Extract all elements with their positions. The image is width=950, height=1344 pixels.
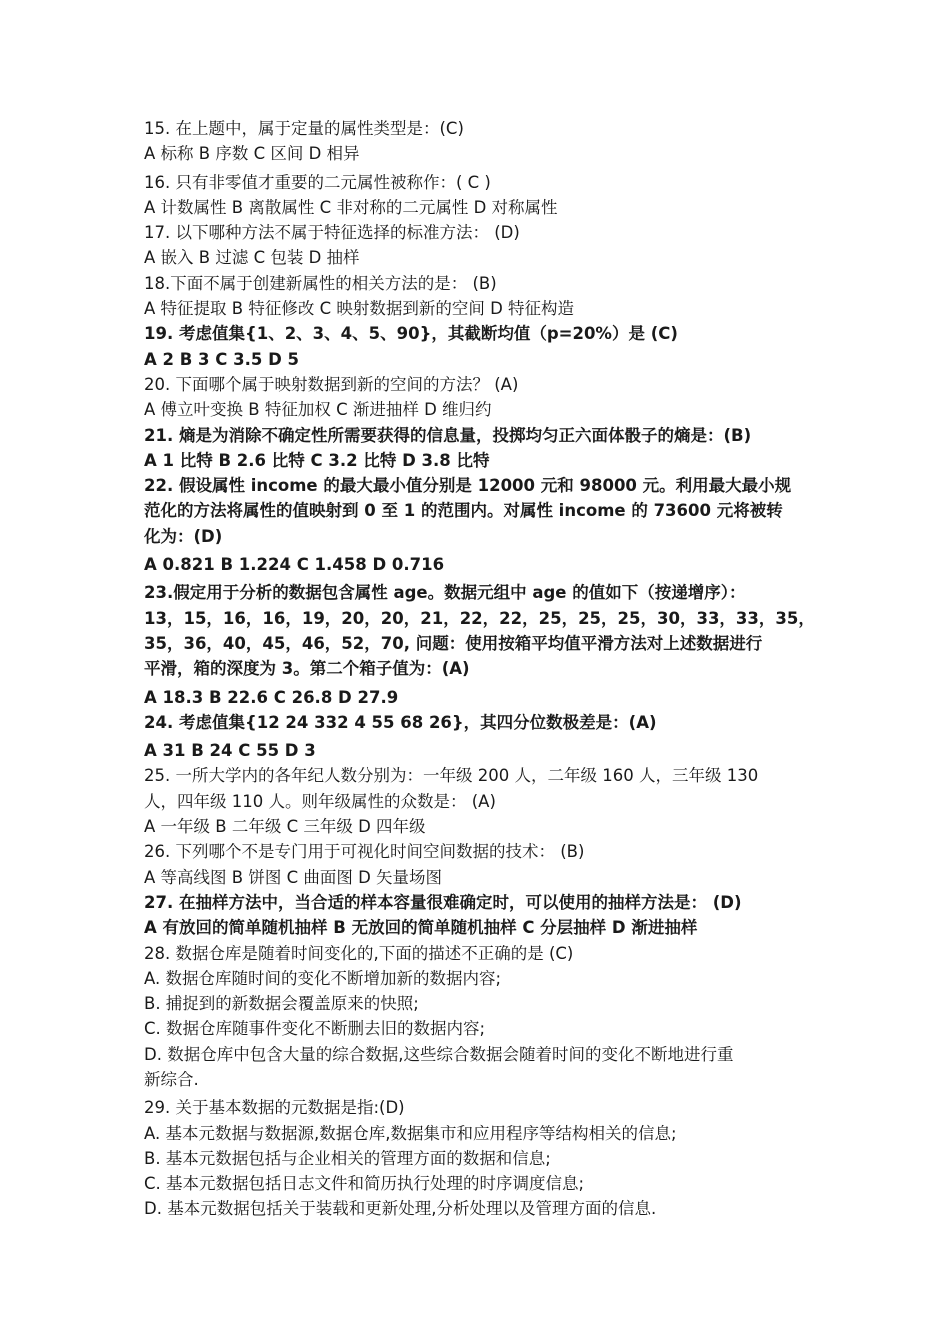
- text-line: A 傅立叶变换 B 特征加权 C 渐进抽样 D 维归约: [144, 400, 492, 420]
- text-line: 28. 数据仓库是随着时间变化的,下面的描述不正确的是 (C): [144, 943, 574, 963]
- text-line: A 18.3 B 22.6 C 26.8 D 27.9: [144, 687, 399, 707]
- text-line: 26. 下列哪个不是专门用于可视化时间空间数据的技术： (B): [144, 842, 585, 862]
- text-line: 19. 考虑值集{1、2、3、4、5、90}，其截断均值（p=20%）是 (C): [144, 324, 678, 344]
- text-line: A 嵌入 B 过滤 C 包装 D 抽样: [144, 248, 360, 268]
- text-line: C. 数据仓库随事件变化不断删去旧的数据内容;: [144, 1019, 486, 1039]
- text-line: A 等高线图 B 饼图 C 曲面图 D 矢量场图: [144, 867, 443, 887]
- text-line: A 2 B 3 C 3.5 D 5: [144, 349, 300, 369]
- text-line: 29. 关于基本数据的元数据是指:(D): [144, 1098, 405, 1118]
- text-line: D. 数据仓库中包含大量的综合数据,这些综合数据会随着时间的变化不断地进行重: [144, 1044, 734, 1064]
- text-line: A. 数据仓库随时间的变化不断增加新的数据内容;: [144, 968, 502, 988]
- text-line: 范化的方法将属性的值映射到 0 至 1 的范围内。对属性 income 的 73600 元将被转: [144, 501, 783, 521]
- text-line: A 标称 B 序数 C 区间 D 相异: [144, 144, 360, 164]
- text-line: A 31 B 24 C 55 D 3: [144, 741, 316, 761]
- document-page: [144, 116, 824, 1222]
- text-line: C. 基本元数据包括日志文件和简历执行处理的时序调度信息;: [144, 1174, 585, 1194]
- text-line: 17. 以下哪种方法不属于特征选择的标准方法： (D): [144, 223, 520, 243]
- text-line: 新综合.: [144, 1069, 199, 1089]
- text-line: 25. 一所大学内的各年纪人数分别为：一年级 200 人，二年级 160 人，三年级 130: [144, 766, 759, 786]
- text-line: D. 基本元数据包括关于装载和更新处理,分析处理以及管理方面的信息.: [144, 1199, 657, 1219]
- text-line: 18.下面不属于创建新属性的相关方法的是： (B): [144, 273, 497, 293]
- text-line: 27. 在抽样方法中，当合适的样本容量很难确定时，可以使用的抽样方法是： (D): [144, 892, 742, 912]
- text-line: A 计数属性 B 离散属性 C 非对称的二元属性 D 对称属性: [144, 197, 558, 217]
- text-line: 24. 考虑值集{12 24 332 4 55 68 26}，其四分位数极差是：(A): [144, 712, 657, 732]
- text-line: B. 捕捉到的新数据会覆盖原来的快照;: [144, 994, 419, 1014]
- text-line: 21. 熵是为消除不确定性所需要获得的信息量，投掷均匀正六面体骰子的熵是：(B): [144, 425, 752, 445]
- text-line: 人，四年级 110 人。则年级属性的众数是： (A): [144, 791, 496, 811]
- text-line: 23.假定用于分析的数据包含属性 age。数据元组中 age 的值如下（按递增序）：: [144, 583, 746, 603]
- text-line: A 0.821 B 1.224 C 1.458 D 0.716: [144, 555, 445, 575]
- text-line: 13，15，16，16，19，20，20，21，22，22，25，25，25，30，33，33，35，: [144, 608, 815, 628]
- text-line: 22. 假设属性 income 的最大最小值分别是 12000 元和 98000 元。利用最大最小规: [144, 476, 792, 496]
- text-line: A 一年级 B 二年级 C 三年级 D 四年级: [144, 817, 426, 837]
- text-line: 20. 下面哪个属于映射数据到新的空间的方法？ (A): [144, 374, 519, 394]
- text-line: A. 基本元数据与数据源,数据仓库,数据集市和应用程序等结构相关的信息;: [144, 1123, 677, 1143]
- text-line: A 有放回的简单随机抽样 B 无放回的简单随机抽样 C 分层抽样 D 渐进抽样: [144, 918, 698, 938]
- text-line: 16. 只有非零值才重要的二元属性被称作：( C ): [144, 172, 491, 192]
- text-line: A 1 比特 B 2.6 比特 C 3.2 比特 D 3.8 比特: [144, 450, 490, 470]
- text-line: 平滑，箱的深度为 3。第二个箱子值为：(A): [144, 659, 470, 679]
- text-line: 化为：(D): [144, 526, 223, 546]
- text-line: A 特征提取 B 特征修改 C 映射数据到新的空间 D 特征构造: [144, 299, 575, 319]
- text-line: 35，36，40，45，46，52，70, 问题：使用按箱平均值平滑方法对上述数据进行: [144, 633, 763, 653]
- text-line: B. 基本元数据包括与企业相关的管理方面的数据和信息;: [144, 1148, 551, 1168]
- text-line: 15. 在上题中，属于定量的属性类型是：(C): [144, 119, 464, 138]
